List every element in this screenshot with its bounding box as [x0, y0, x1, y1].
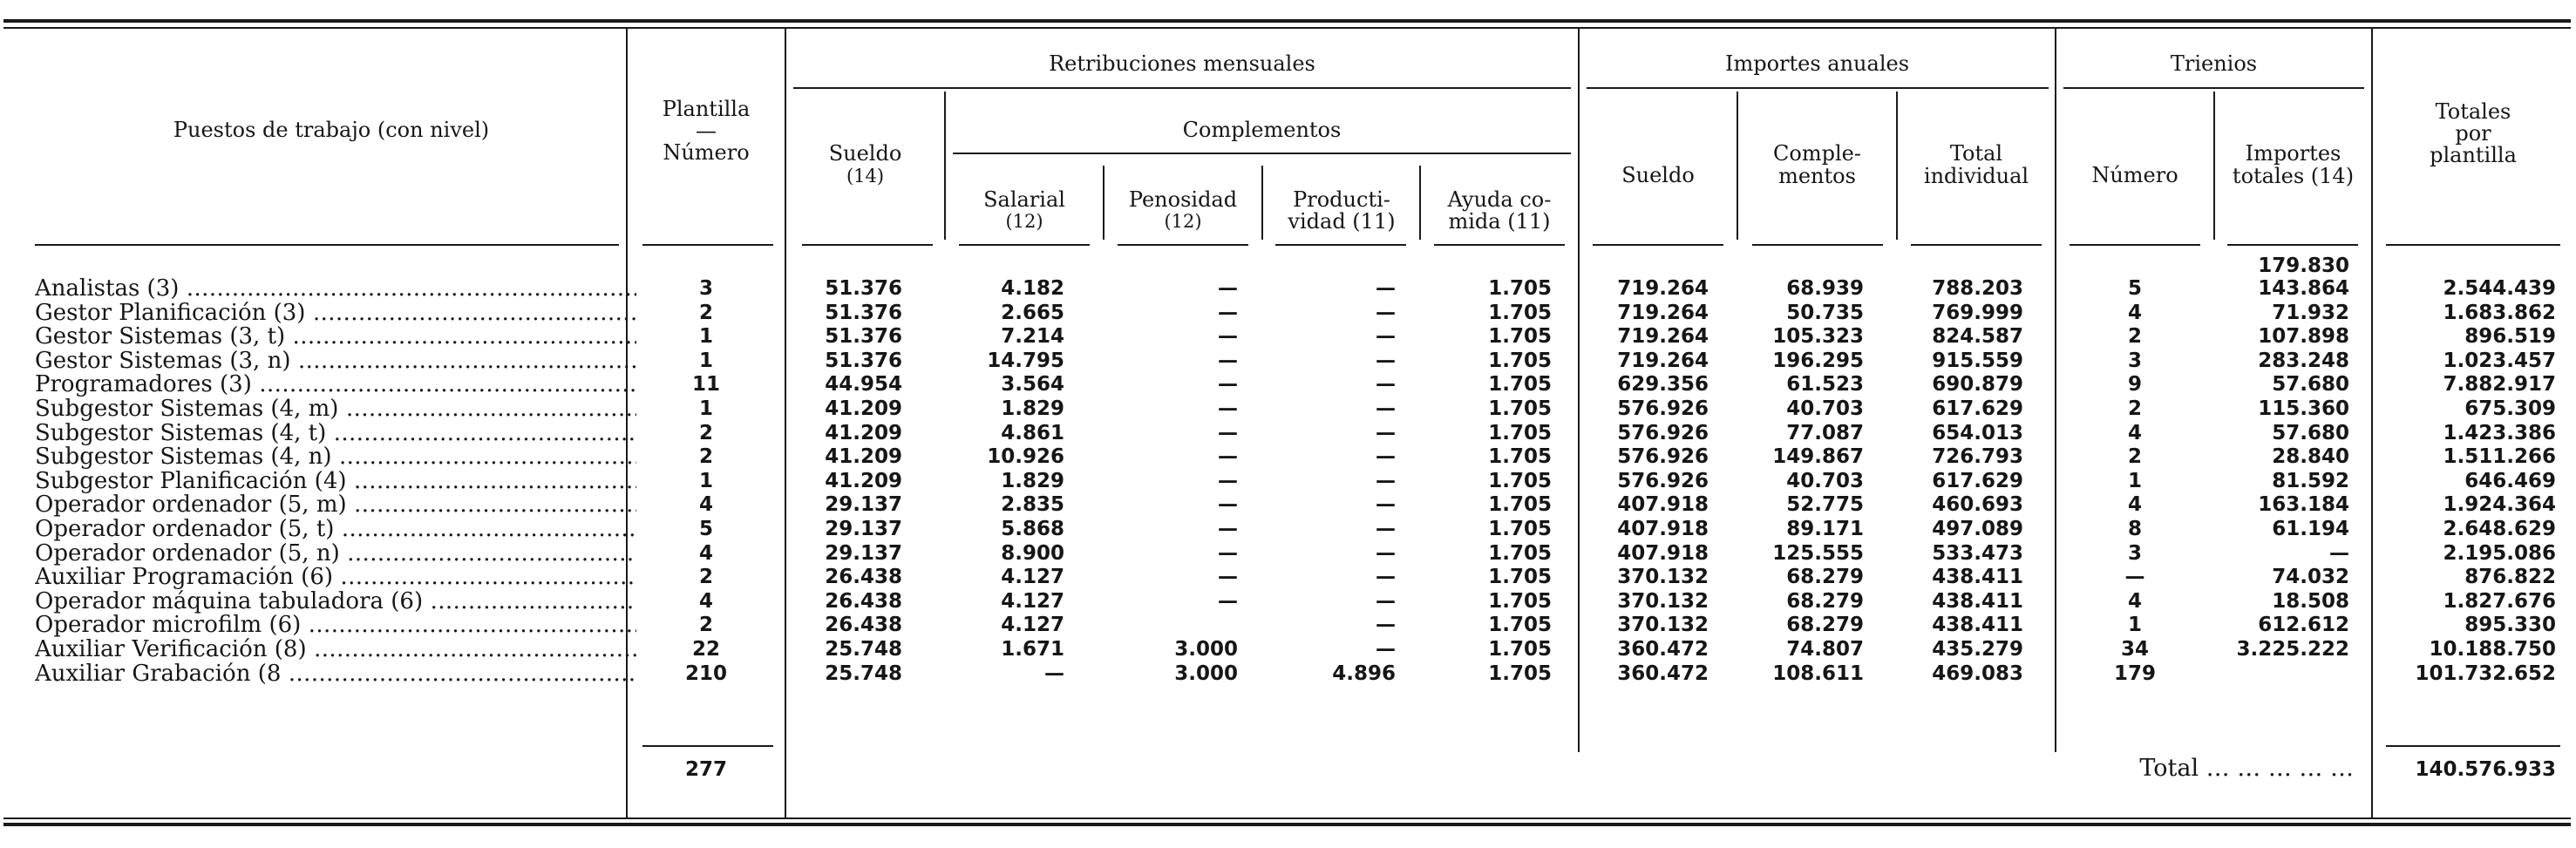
cell-total-individual: 788.203 — [1932, 277, 2023, 300]
cell-total-plantilla: 876.822 — [2464, 566, 2556, 588]
cell-trienios-importes: 3.225.222 — [2236, 638, 2349, 661]
header-salarial-note: (12) — [1005, 211, 1043, 232]
cell-sueldo-anual: 576.926 — [1617, 397, 1709, 420]
cell-sueldo-anual: 576.926 — [1617, 445, 1709, 468]
cell-productividad: — — [1376, 325, 1396, 348]
cell-complementos-anual: 196.295 — [1772, 349, 1864, 372]
rule-total-grand — [2386, 745, 2560, 747]
cell-total-individual: 824.587 — [1932, 325, 2023, 348]
cell-sueldo: 51.376 — [825, 325, 902, 348]
cell-salarial: 2.665 — [1001, 302, 1064, 324]
cell-complementos-anual: 77.087 — [1786, 422, 1864, 444]
extra-trienio-value: 179.830 — [2258, 254, 2349, 277]
header-sueldo-anual: Sueldo — [1621, 163, 1695, 187]
cell-complementos-anual: 74.807 — [1786, 638, 1864, 661]
header-productividad-line2: vidad (11) — [1288, 209, 1396, 234]
cell-trienios-importes: 57.680 — [2272, 422, 2349, 444]
header-total-individual-line1: Total — [1949, 141, 2003, 166]
header-complementos: Complementos — [1182, 118, 1342, 142]
rule-header-bottom-salarial — [959, 244, 1090, 246]
cell-plantilla: 2 — [698, 302, 713, 324]
cell-productividad: — — [1376, 397, 1396, 420]
header-penosidad-note: (12) — [1164, 211, 1202, 232]
cell-total-individual: 726.793 — [1932, 445, 2023, 468]
cell-trienios-numero: 2 — [2127, 397, 2142, 420]
header-plantilla-line1: Plantilla — [662, 97, 751, 121]
cell-productividad: — — [1376, 614, 1396, 636]
header-productividad-line1: Producti- — [1293, 187, 1390, 212]
cell-total-individual: 533.473 — [1932, 542, 2023, 565]
cell-plantilla: 1 — [698, 325, 713, 348]
cell-trienios-importes: 143.864 — [2258, 277, 2349, 300]
cell-penosidad: — — [1218, 349, 1238, 372]
cell-salarial: 2.835 — [1001, 493, 1064, 516]
cell-sueldo-anual: 576.926 — [1617, 422, 1709, 444]
cell-penosidad: — — [1218, 302, 1238, 324]
header-ayuda-line1: Ayuda co- — [1447, 187, 1552, 212]
row-puesto: Operador microfilm (6) ……………………………………………………………………………… — [35, 614, 636, 637]
cell-total-plantilla: 7.882.917 — [2443, 373, 2556, 396]
cell-sueldo: 26.438 — [825, 590, 902, 613]
cell-productividad: — — [1376, 566, 1396, 588]
cell-complementos-anual: 105.323 — [1772, 325, 1864, 348]
cell-ayuda: 1.705 — [1488, 566, 1552, 588]
row-puesto: Operador máquina tabuladora (6) ……………………………………………………………………………… — [35, 590, 636, 614]
cell-total-individual: 915.559 — [1932, 349, 2023, 372]
cell-penosidad: — — [1218, 277, 1238, 300]
cell-plantilla: 4 — [698, 493, 713, 516]
cell-plantilla: 5 — [698, 518, 713, 540]
cell-plantilla: 1 — [698, 349, 713, 372]
row-puesto: Subgestor Sistemas (4, t) ……………………………………………………………………………… — [35, 422, 636, 445]
cell-sueldo: 51.376 — [825, 349, 902, 372]
cell-sueldo-anual: 360.472 — [1617, 638, 1709, 661]
cell-sueldo-anual: 360.472 — [1617, 662, 1709, 685]
cell-salarial: 4.127 — [1001, 566, 1064, 588]
rule-total-plantilla — [642, 745, 773, 747]
cell-complementos-anual: 68.279 — [1786, 566, 1864, 588]
rule-header-bottom-trienios-imp — [2227, 244, 2358, 246]
cell-total-individual: 654.013 — [1932, 422, 2023, 444]
header-trienios-importes-line2: totales (14) — [2232, 164, 2355, 188]
cell-complementos-anual: 89.171 — [1786, 518, 1864, 540]
bottom-rule-thick — [3, 823, 2571, 826]
cell-trienios-numero: 4 — [2127, 493, 2142, 516]
cell-salarial: 3.564 — [1001, 373, 1064, 396]
cell-plantilla: 22 — [691, 638, 720, 661]
rule-header-bottom-sueldo — [802, 244, 933, 246]
header-penosidad: Penosidad — [1128, 187, 1238, 212]
cell-total-plantilla: 2.544.439 — [2443, 277, 2556, 300]
cell-salarial: 4.182 — [1001, 277, 1064, 300]
cell-ayuda: 1.705 — [1488, 638, 1552, 661]
cell-ayuda: 1.705 — [1488, 542, 1552, 565]
header-sueldo: Sueldo — [828, 141, 902, 166]
cell-trienios-importes: 283.248 — [2258, 349, 2349, 372]
cell-trienios-importes: 163.184 — [2258, 493, 2349, 516]
rule-header-bottom-productividad — [1275, 244, 1406, 246]
row-puesto: Analistas (3) ……………………………………………………………………………… — [35, 277, 636, 301]
cell-salarial: 4.127 — [1001, 614, 1064, 636]
cell-trienios-numero: 34 — [2120, 638, 2149, 661]
cell-trienios-numero: 1 — [2127, 470, 2142, 492]
row-puesto: Gestor Sistemas (3, t) ……………………………………………………………………………… — [35, 325, 636, 349]
cell-penosidad: — — [1218, 445, 1238, 468]
header-plantilla-line2: Número — [663, 140, 750, 165]
cell-plantilla: 1 — [698, 397, 713, 420]
cell-total-individual: 690.879 — [1932, 373, 2023, 396]
cell-penosidad: — — [1218, 325, 1238, 348]
cell-productividad: — — [1376, 277, 1396, 300]
cell-trienios-numero: 4 — [2127, 422, 2142, 444]
rule-under-importes — [1587, 87, 2049, 89]
rule-header-bottom-sueldo-anual — [1593, 244, 1723, 246]
cell-total-individual: 469.083 — [1932, 662, 2023, 685]
cell-complementos-anual: 40.703 — [1786, 397, 1864, 420]
cell-ayuda: 1.705 — [1488, 614, 1552, 636]
cell-sueldo: 51.376 — [825, 277, 902, 300]
cell-total-individual: 438.411 — [1932, 566, 2023, 588]
cell-salarial: 1.671 — [1001, 638, 1064, 661]
cell-ayuda: 1.705 — [1488, 445, 1552, 468]
cell-total-plantilla: 101.732.652 — [2415, 662, 2556, 685]
header-total-individual-line2: individual — [1923, 164, 2029, 188]
cell-trienios-importes: 28.840 — [2272, 445, 2349, 468]
cell-total-individual: 497.089 — [1932, 518, 2023, 540]
cell-sueldo-anual: 576.926 — [1617, 470, 1709, 492]
rule-header-bottom-comple-anual — [1752, 244, 1883, 246]
cell-complementos-anual: 52.775 — [1786, 493, 1864, 516]
cell-sueldo-anual: 370.132 — [1617, 614, 1709, 636]
cell-sueldo-anual: 719.264 — [1617, 349, 1709, 372]
cell-trienios-importes: 107.898 — [2258, 325, 2349, 348]
rule-header-bottom-ayuda — [1434, 244, 1565, 246]
cell-complementos-anual: 61.523 — [1786, 373, 1864, 396]
header-trienios-importes-line1: Importes — [2245, 141, 2342, 166]
cell-trienios-importes: 18.508 — [2272, 590, 2349, 613]
row-puesto: Auxiliar Verificación (8) ……………………………………………………………………………… — [35, 638, 636, 661]
cell-productividad: — — [1376, 470, 1396, 492]
rule-under-complementos — [953, 153, 1571, 154]
cell-productividad: — — [1376, 302, 1396, 324]
row-puesto: Operador ordenador (5, n) ……………………………………………………………………………… — [35, 542, 636, 566]
cell-productividad: — — [1376, 422, 1396, 444]
total-label: Total … … … … … — [2139, 755, 2354, 782]
cell-complementos-anual: 68.279 — [1786, 590, 1864, 613]
rule-header-bottom-penosidad — [1118, 244, 1248, 246]
cell-sueldo: 41.209 — [825, 445, 902, 468]
cell-total-plantilla: 2.195.086 — [2443, 542, 2556, 565]
cell-trienios-numero: 2 — [2127, 445, 2142, 468]
cell-trienios-numero: 4 — [2127, 302, 2142, 324]
cell-total-individual: 460.693 — [1932, 493, 2023, 516]
cell-trienios-importes: 71.932 — [2272, 302, 2349, 324]
cell-sueldo: 41.209 — [825, 470, 902, 492]
cell-total-individual: 617.629 — [1932, 397, 2023, 420]
cell-penosidad: — — [1218, 470, 1238, 492]
cell-productividad: — — [1376, 349, 1396, 372]
cell-ayuda: 1.705 — [1488, 397, 1552, 420]
cell-total-individual: 617.629 — [1932, 470, 2023, 492]
cell-sueldo-anual: 370.132 — [1617, 566, 1709, 588]
cell-penosidad: — — [1218, 422, 1238, 444]
header-totales-line2: por — [2455, 121, 2491, 146]
cell-trienios-numero: 2 — [2127, 325, 2142, 348]
cell-ayuda: 1.705 — [1488, 325, 1552, 348]
cell-salarial: 5.868 — [1001, 518, 1064, 540]
cell-productividad: — — [1376, 373, 1396, 396]
header-ayuda-line2: mida (11) — [1448, 209, 1551, 234]
top-rule-thick — [3, 19, 2571, 23]
cell-total-plantilla: 1.827.676 — [2443, 590, 2556, 613]
cell-plantilla: 2 — [698, 445, 713, 468]
cell-sueldo: 29.137 — [825, 542, 902, 565]
header-complementos-anual-line1: Comple- — [1773, 141, 1861, 166]
cell-total-plantilla: 1.511.266 — [2443, 445, 2556, 468]
cell-trienios-importes: 612.612 — [2258, 614, 2349, 636]
header-trienios-numero: Número — [2091, 163, 2178, 187]
cell-total-plantilla: 10.188.750 — [2429, 638, 2556, 661]
header-complementos-anual-line2: mentos — [1778, 164, 1856, 188]
cell-ayuda: 1.705 — [1488, 302, 1552, 324]
cell-trienios-numero: 1 — [2127, 614, 2142, 636]
cell-ayuda: 1.705 — [1488, 590, 1552, 613]
top-rule-thin — [3, 27, 2571, 29]
cell-trienios-numero: 5 — [2127, 277, 2142, 300]
cell-trienios-numero: 179 — [2113, 662, 2156, 685]
rule-under-retribuciones — [793, 87, 1571, 89]
header-plantilla-dash: — — [696, 119, 717, 143]
cell-penosidad: — — [1218, 518, 1238, 540]
cell-penosidad: 3.000 — [1174, 662, 1238, 685]
cell-trienios-importes: 57.680 — [2272, 373, 2349, 396]
cell-complementos-anual: 50.735 — [1786, 302, 1864, 324]
row-puesto: Subgestor Sistemas (4, n) ……………………………………………………………………………… — [35, 445, 636, 469]
cell-total-individual: 438.411 — [1932, 590, 2023, 613]
rule-header-bottom-plantilla — [642, 244, 773, 246]
cell-total-plantilla: 646.469 — [2464, 470, 2556, 492]
row-puesto: Operador ordenador (5, t) ……………………………………………………………………………… — [35, 518, 636, 541]
cell-plantilla: 4 — [698, 590, 713, 613]
cell-ayuda: 1.705 — [1488, 518, 1552, 540]
row-puesto: Operador ordenador (5, m) ……………………………………………………………………………… — [35, 493, 636, 517]
cell-trienios-numero: 8 — [2127, 518, 2142, 540]
row-puesto: Subgestor Sistemas (4, m) ……………………………………………………………………………… — [35, 397, 636, 421]
cell-sueldo: 29.137 — [825, 493, 902, 516]
row-puesto: Auxiliar Programación (6) ……………………………………………………………………………… — [35, 566, 636, 589]
cell-sueldo-anual: 629.356 — [1617, 373, 1709, 396]
cell-sueldo: 29.137 — [825, 518, 902, 540]
cell-penosidad: — — [1218, 373, 1238, 396]
cell-ayuda: 1.705 — [1488, 349, 1552, 372]
cell-total-plantilla: 2.648.629 — [2443, 518, 2556, 540]
grand-total: 140.576.933 — [2415, 758, 2556, 781]
header-totales-line3: plantilla — [2430, 143, 2517, 167]
cell-productividad: — — [1376, 590, 1396, 613]
cell-salarial: — — [1044, 662, 1064, 685]
cell-penosidad: — — [1218, 397, 1238, 420]
cell-sueldo: 41.209 — [825, 422, 902, 444]
header-sueldo-note: (14) — [846, 166, 885, 187]
cell-trienios-importes — [2215, 662, 2349, 686]
cell-ayuda: 1.705 — [1488, 422, 1552, 444]
cell-ayuda: 1.705 — [1488, 277, 1552, 300]
cell-total-plantilla: 896.519 — [2464, 325, 2556, 348]
row-puesto: Gestor Planificación (3) ……………………………………………………………………………… — [35, 302, 636, 325]
cell-productividad: — — [1376, 493, 1396, 516]
cell-sueldo: 25.748 — [825, 638, 902, 661]
cell-complementos-anual: 108.611 — [1772, 662, 1864, 685]
cell-complementos-anual: 40.703 — [1786, 470, 1864, 492]
header-salarial: Salarial — [983, 187, 1065, 212]
cell-sueldo-anual: 407.918 — [1617, 542, 1709, 565]
rule-header-bottom-total-ind — [1911, 244, 2042, 246]
cell-total-individual: 769.999 — [1932, 302, 2023, 324]
cell-total-plantilla: 1.683.862 — [2443, 302, 2556, 324]
cell-trienios-importes: 61.194 — [2272, 518, 2349, 540]
cell-sueldo-anual: 407.918 — [1617, 493, 1709, 516]
cell-complementos-anual: 149.867 — [1772, 445, 1864, 468]
row-puesto: Subgestor Planificación (4) ……………………………………………………………………………… — [35, 470, 636, 493]
plantilla-total: 277 — [684, 758, 727, 781]
cell-sueldo: 41.209 — [825, 397, 902, 420]
cell-plantilla: 2 — [698, 422, 713, 444]
cell-plantilla: 11 — [691, 373, 720, 396]
cell-salarial: 10.926 — [987, 445, 1064, 468]
header-trienios: Trienios — [2170, 51, 2258, 76]
cell-sueldo-anual: 719.264 — [1617, 277, 1709, 300]
header-puestos: Puestos de trabajo (con nivel) — [173, 118, 490, 142]
cell-productividad: — — [1376, 445, 1396, 468]
cell-salarial: 4.861 — [1001, 422, 1064, 444]
header-importes-anuales: Importes anuales — [1724, 51, 1910, 76]
cell-trienios-importes: — — [2329, 542, 2349, 565]
bottom-rule-thin — [3, 817, 2571, 819]
header-totales-line1: Totales — [2435, 99, 2511, 124]
cell-total-plantilla: 1.924.364 — [2443, 493, 2556, 516]
cell-salarial: 1.829 — [1001, 397, 1064, 420]
cell-sueldo-anual: 719.264 — [1617, 302, 1709, 324]
cell-salarial: 8.900 — [1001, 542, 1064, 565]
cell-complementos-anual: 125.555 — [1772, 542, 1864, 565]
rule-header-bottom-trienios-num — [2070, 244, 2200, 246]
cell-total-plantilla: 1.023.457 — [2443, 349, 2556, 372]
cell-total-plantilla: 895.330 — [2464, 614, 2556, 636]
cell-trienios-importes: 74.032 — [2272, 566, 2349, 588]
cell-ayuda: 1.705 — [1488, 470, 1552, 492]
cell-penosidad: — — [1218, 542, 1238, 565]
cell-penosidad: — — [1218, 590, 1238, 613]
header-retribuciones: Retribuciones mensuales — [1049, 51, 1315, 76]
cell-sueldo: 26.438 — [825, 566, 902, 588]
cell-sueldo: 51.376 — [825, 302, 902, 324]
cell-ayuda: 1.705 — [1488, 493, 1552, 516]
rule-under-trienios — [2063, 87, 2364, 89]
cell-sueldo: 26.438 — [825, 614, 902, 636]
cell-total-plantilla: 1.423.386 — [2443, 422, 2556, 444]
cell-plantilla: 4 — [698, 542, 713, 565]
cell-complementos-anual: 68.279 — [1786, 614, 1864, 636]
cell-ayuda: 1.705 — [1488, 373, 1552, 396]
cell-penosidad: 3.000 — [1174, 638, 1238, 661]
cell-trienios-importes: 115.360 — [2258, 397, 2349, 420]
cell-total-individual: 435.279 — [1932, 638, 2023, 661]
cell-salarial: 1.829 — [1001, 470, 1064, 492]
cell-plantilla: 1 — [698, 470, 713, 492]
cell-penosidad: — — [1218, 493, 1238, 516]
cell-trienios-numero: — — [2124, 566, 2145, 588]
rule-header-bottom-totales — [2386, 244, 2560, 246]
cell-trienios-numero: 4 — [2127, 590, 2142, 613]
cell-penosidad — [1104, 614, 1238, 637]
cell-productividad: — — [1376, 542, 1396, 565]
cell-salarial: 14.795 — [987, 349, 1064, 372]
cell-salarial: 7.214 — [1001, 325, 1064, 348]
cell-trienios-numero: 3 — [2127, 349, 2142, 372]
cell-productividad: 4.896 — [1332, 662, 1396, 685]
row-puesto: Programadores (3) ……………………………………………………………………………… — [35, 373, 636, 397]
cell-sueldo-anual: 370.132 — [1617, 590, 1709, 613]
cell-complementos-anual: 68.939 — [1786, 277, 1864, 300]
cell-sueldo-anual: 719.264 — [1617, 325, 1709, 348]
cell-sueldo: 44.954 — [825, 373, 902, 396]
cell-trienios-numero: 3 — [2127, 542, 2142, 565]
cell-plantilla: 2 — [698, 566, 713, 588]
cell-penosidad: — — [1218, 566, 1238, 588]
row-puesto: Auxiliar Grabación (8 ……………………………………………………………………………… — [35, 662, 636, 686]
cell-total-individual: 438.411 — [1932, 614, 2023, 636]
row-puesto: Gestor Sistemas (3, n) ……………………………………………………………………………… — [35, 349, 636, 373]
cell-salarial: 4.127 — [1001, 590, 1064, 613]
cell-productividad: — — [1376, 518, 1396, 540]
cell-sueldo-anual: 407.918 — [1617, 518, 1709, 540]
cell-productividad: — — [1376, 638, 1396, 661]
cell-plantilla: 210 — [684, 662, 727, 685]
cell-plantilla: 2 — [698, 614, 713, 636]
cell-sueldo: 25.748 — [825, 662, 902, 685]
cell-trienios-numero: 9 — [2127, 373, 2142, 396]
cell-total-plantilla: 675.309 — [2464, 397, 2556, 420]
cell-plantilla: 3 — [698, 277, 713, 300]
rule-header-bottom-puestos — [35, 244, 619, 246]
cell-ayuda: 1.705 — [1488, 662, 1552, 685]
cell-trienios-importes: 81.592 — [2272, 470, 2349, 492]
